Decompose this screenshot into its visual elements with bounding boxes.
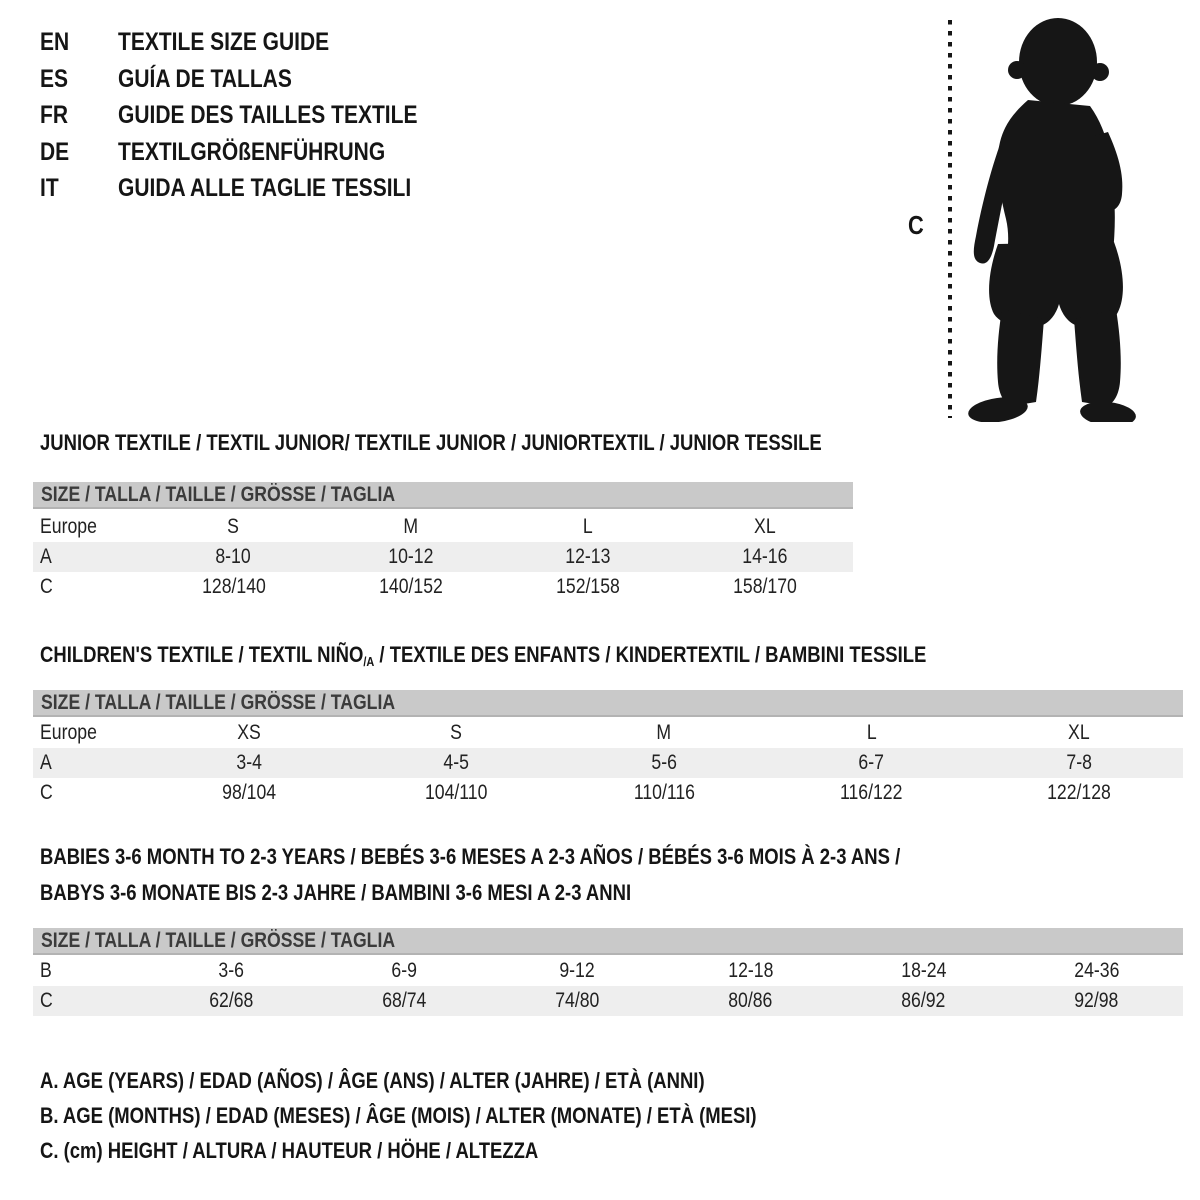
height-measure-dashed-line xyxy=(948,20,952,418)
legend-line-a: A. AGE (YEARS) / EDAD (AÑOS) / ÂGE (ANS) / ALTER (JAHRE) / ETÀ (ANNI) xyxy=(40,1068,705,1093)
language-row-es xyxy=(40,65,475,102)
junior-height-row xyxy=(33,572,853,602)
table-cell: 122/128 xyxy=(1047,781,1112,804)
language-code: IT xyxy=(40,174,59,202)
language-code: DE xyxy=(40,137,70,166)
babies-age-row xyxy=(33,956,1183,986)
children-height-row xyxy=(33,778,1183,808)
children-section-title: CHILDREN'S TEXTILE / TEXTIL $NIÑO_{/A}$ / TEXTILE DES ENFANTS / KINDERTEXTIL / BAMBINI TESSILE xyxy=(40,642,927,669)
table-cell: 128/140 xyxy=(201,575,266,598)
row-label: A xyxy=(40,545,52,568)
table-cell: 62/68 xyxy=(209,989,254,1012)
language-row-en xyxy=(40,28,475,65)
height-measure-label: C xyxy=(908,210,924,240)
guide-title-es: GUÍA DE TALLAS xyxy=(118,64,292,93)
junior-section-title: JUNIOR TEXTILE / TEXTIL JUNIOR/ TEXTILE JUNIOR / JUNIORTEXTIL / JUNIOR TESSILE xyxy=(40,430,822,455)
size-column-label: M xyxy=(403,515,418,538)
legend-line-b: B. AGE (MONTHS) / EDAD (MESES) / ÂGE (MOIS) / ALTER (MONATE) / ETÀ (MESI) xyxy=(40,1103,757,1128)
table-cell: 68/74 xyxy=(382,989,427,1012)
guide-title-fr: GUIDE DES TAILLES TEXTILE xyxy=(118,101,418,129)
size-column-label: S xyxy=(450,721,463,744)
children-columns-row xyxy=(33,718,1183,748)
toddler-silhouette-icon xyxy=(962,14,1146,422)
children-age-row xyxy=(33,748,1183,778)
table-cell: 80/86 xyxy=(728,989,773,1012)
table-cell: 92/98 xyxy=(1074,989,1119,1012)
table-cell: 104/110 xyxy=(425,781,488,804)
size-column-label: XS xyxy=(237,721,261,744)
language-code: ES xyxy=(40,64,69,93)
size-column-label: XL xyxy=(753,515,776,538)
babies-section-title-line1: BABIES 3-6 MONTH TO 2-3 YEARS / BEBÉS 3-6 MESES A 2-3 AÑOS / BÉBÉS 3-6 MOIS À 2-3 ANS / xyxy=(40,844,901,869)
size-column-label: XL xyxy=(1068,721,1090,744)
row-label: C xyxy=(40,781,53,804)
table-cell: 6-7 xyxy=(858,751,885,774)
junior-size-header-bar: SIZE / TALLA / TAILLE / GRÖSSE / TAGLIA xyxy=(33,482,853,509)
table-cell: 8-10 xyxy=(215,545,252,568)
table-cell: 110/116 xyxy=(633,781,695,804)
table-cell: 3-6 xyxy=(218,959,245,982)
table-cell: 14-16 xyxy=(741,545,788,568)
row-label: C xyxy=(40,575,53,598)
language-code: FR xyxy=(40,101,68,129)
table-cell: 4-5 xyxy=(443,751,470,774)
row-label: A xyxy=(40,751,52,774)
table-cell: 10-12 xyxy=(387,545,434,568)
table-cell: 86/92 xyxy=(901,989,946,1012)
table-cell: 5-6 xyxy=(651,751,677,774)
table-cell: 98/104 xyxy=(221,781,276,804)
guide-title-en: TEXTILE SIZE GUIDE xyxy=(118,28,330,56)
babies-height-row xyxy=(33,986,1183,1016)
language-row-fr xyxy=(40,101,475,138)
table-cell: 12-18 xyxy=(727,959,774,982)
language-row-de xyxy=(40,138,475,175)
language-code: EN xyxy=(40,28,70,56)
table-cell: 24-36 xyxy=(1073,959,1120,982)
language-title-list xyxy=(40,28,475,211)
size-column-label: M xyxy=(656,721,672,744)
row-label: B xyxy=(40,959,52,982)
junior-columns-row xyxy=(33,512,853,542)
babies-size-header-bar: SIZE / TALLA / TAILLE / GRÖSSE / TAGLIA xyxy=(33,928,1183,955)
children-size-header-bar: SIZE / TALLA / TAILLE / GRÖSSE / TAGLIA xyxy=(33,690,1183,717)
row-label: C xyxy=(40,989,53,1012)
guide-title-de: TEXTILGRÖßENFÜHRUNG xyxy=(118,137,386,166)
size-column-label: L xyxy=(582,515,593,538)
table-cell: 12-13 xyxy=(564,545,611,568)
table-cell: 18-24 xyxy=(900,959,947,982)
table-cell: 116/122 xyxy=(840,781,903,804)
region-label: Europe xyxy=(40,515,97,538)
babies-section-title-line2: BABYS 3-6 MONATE BIS 2-3 JAHRE / BAMBINI 3-6 MESI A 2-3 ANNI xyxy=(40,880,632,905)
table-cell: 152/158 xyxy=(555,575,620,598)
table-cell: 9-12 xyxy=(559,959,596,982)
junior-age-row xyxy=(33,542,853,572)
table-cell: 6-9 xyxy=(391,959,418,982)
table-cell: 158/170 xyxy=(732,575,797,598)
table-cell: 140/152 xyxy=(378,575,443,598)
table-cell: 74/80 xyxy=(555,989,600,1012)
size-column-label: L xyxy=(866,721,877,744)
language-row-it xyxy=(40,174,475,211)
title-subscript: /A xyxy=(363,654,375,669)
region-label: Europe xyxy=(40,721,97,744)
legend-line-c: C. (cm) HEIGHT / ALTURA / HAUTEUR / HÖHE / ALTEZZA xyxy=(40,1138,539,1163)
table-cell: 3-4 xyxy=(236,751,262,774)
size-column-label: S xyxy=(227,515,240,538)
guide-title-it: GUIDA ALLE TAGLIE TESSILI xyxy=(118,174,412,202)
table-cell: 7-8 xyxy=(1066,751,1092,774)
